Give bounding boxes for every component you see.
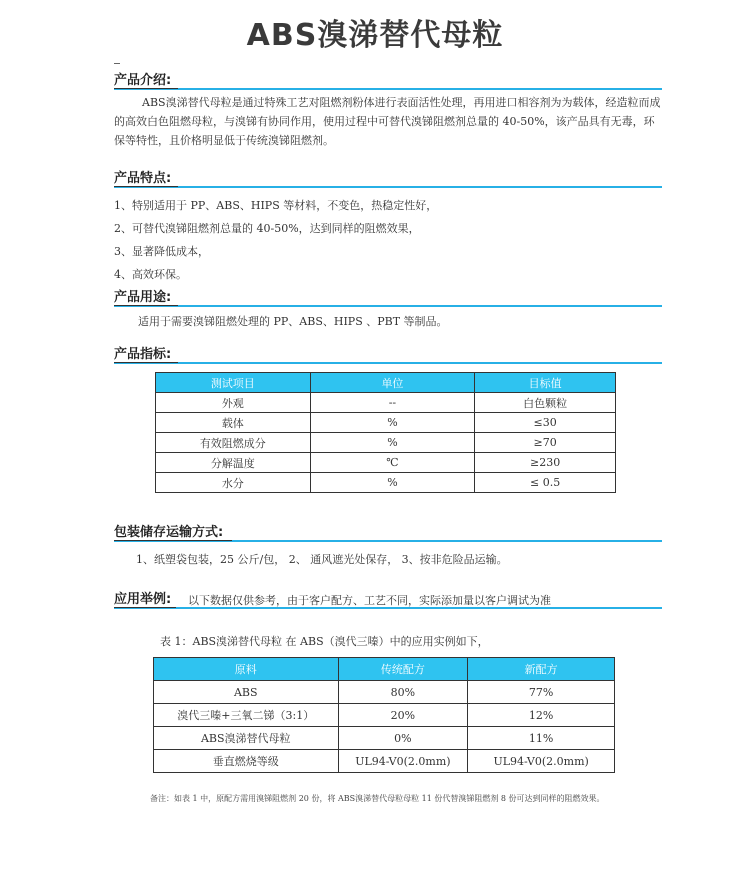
section-heading — [114, 524, 662, 541]
table-cell: 白色颗粒 — [475, 393, 616, 413]
table-cell: 20% — [338, 704, 468, 727]
table-cell: ℃ — [310, 453, 475, 473]
table-cell: 垂直燃烧等级 — [154, 750, 339, 773]
table-cell: % — [310, 433, 475, 453]
column-header: 原料 — [154, 658, 339, 681]
column-header: 目标值 — [475, 373, 616, 393]
table-cell: ≥230 — [475, 453, 616, 473]
features-list — [114, 194, 662, 286]
application-table — [153, 657, 615, 773]
table-row — [154, 727, 615, 750]
table-cell: 载体 — [156, 413, 311, 433]
table-cell: 水分 — [156, 473, 311, 493]
heading-underline — [114, 88, 178, 89]
features-heading: 产品特点: — [114, 171, 172, 186]
table-cell: ≤ 0.5 — [475, 473, 616, 493]
section-intro — [114, 72, 662, 150]
table-cell: 有效阻燃成分 — [156, 433, 311, 453]
section-rule — [114, 362, 662, 364]
section-heading — [114, 72, 662, 89]
heading-underline — [114, 305, 178, 306]
section-rule — [114, 305, 662, 307]
table-cell: ABS溴涕替代母粒 — [154, 727, 339, 750]
table-cell: 80% — [338, 681, 468, 704]
table-cell: -- — [310, 393, 475, 413]
table-row — [156, 393, 616, 413]
heading-underline — [114, 540, 232, 541]
heading-underline — [114, 362, 178, 363]
table-row — [154, 750, 615, 773]
section-rule — [114, 88, 662, 90]
packaging-text: 1、纸塑袋包装，25 公斤/包， 2、 通风遮光处保存， 3、按非危险品运输。 — [136, 553, 508, 566]
table-cell: UL94-V0(2.0mm) — [338, 750, 468, 773]
table-caption: 表 1：ABS溴涕替代母粒 在 ABS（溴代三嗪）中的应用实例如下， — [160, 635, 489, 648]
table-cell: ABS — [154, 681, 339, 704]
application-note: 以下数据仅供参考，由于客户配方、工艺不同，实际添加量以客户调试为准 — [188, 594, 551, 607]
table-cell: 77% — [468, 681, 615, 704]
table-cell: 分解温度 — [156, 453, 311, 473]
intro-text: ABS溴涕替代母粒是通过特殊工艺对阻燃剂粉体进行表面活性处理，再用进口相容剂为为载体，经造粒而成的高效白色阻燃母粒，与溴锑有协同作用，使用过程中可替代溴锑阻燃剂总量的 40-50%，该产品具有无毒，环保等特性，且价格明显低于传统溴锑阻燃剂。 — [114, 96, 661, 147]
section-rule — [114, 186, 662, 188]
list-item: 1、特别适用于 PP、ABS、HIPS 等材料，不变色，热稳定性好， — [114, 199, 438, 212]
table-cell: ≥70 — [475, 433, 616, 453]
section-application — [114, 591, 662, 608]
table-header-row — [156, 373, 616, 393]
packaging-heading: 包装储存运输方式: — [114, 525, 224, 540]
column-header: 单位 — [310, 373, 475, 393]
table-cell: 12% — [468, 704, 615, 727]
table-cell: ≤30 — [475, 413, 616, 433]
section-heading — [114, 591, 662, 608]
column-header: 新配方 — [468, 658, 615, 681]
heading-underline — [114, 607, 176, 608]
table-row — [154, 704, 615, 727]
column-header: 传统配方 — [338, 658, 468, 681]
table-cell: % — [310, 413, 475, 433]
table-row — [154, 681, 615, 704]
section-specs — [114, 346, 662, 363]
section-heading — [114, 289, 662, 306]
list-item: 3、显著降低成本， — [114, 245, 209, 258]
section-packaging — [114, 524, 662, 569]
usage-heading: 产品用途: — [114, 290, 172, 305]
table-cell: 外观 — [156, 393, 311, 413]
intro-heading: 产品介绍: — [114, 73, 172, 88]
footnote: 备注：如表 1 中，原配方需用溴锑阻燃剂 20 份，将 ABS溴涕替代母粒母粒 11 份代替溴锑阻燃剂 8 份可达到同样的阻燃效果。 — [150, 794, 605, 803]
section-heading — [114, 346, 662, 363]
section-heading — [114, 170, 662, 187]
heading-underline — [114, 186, 178, 187]
table-cell: UL94-V0(2.0mm) — [468, 750, 615, 773]
table-row — [156, 413, 616, 433]
table-cell: 0% — [338, 727, 468, 750]
table-cell: 11% — [468, 727, 615, 750]
specs-table — [155, 372, 616, 493]
table-cell: 溴代三嗪+三氧二锑（3:1） — [154, 704, 339, 727]
table-header-row — [154, 658, 615, 681]
table-cell: % — [310, 473, 475, 493]
divider-mark — [114, 63, 120, 64]
table-row — [156, 433, 616, 453]
list-item: 4、高效环保。 — [114, 268, 187, 281]
column-header: 测试项目 — [156, 373, 311, 393]
section-usage — [114, 289, 662, 331]
table-row — [156, 453, 616, 473]
page-title: ABS溴涕替代母粒 — [246, 18, 504, 53]
list-item: 2、可替代溴锑阻燃剂总量的 40-50%，达到同样的阻燃效果， — [114, 222, 420, 235]
specs-heading: 产品指标: — [114, 347, 172, 362]
usage-text: 适用于需要溴锑阻燃处理的 PP、ABS、HIPS 、PBT 等制品。 — [138, 315, 448, 328]
table-row — [156, 473, 616, 493]
section-features — [114, 170, 662, 286]
application-heading: 应用举例: — [114, 592, 172, 607]
